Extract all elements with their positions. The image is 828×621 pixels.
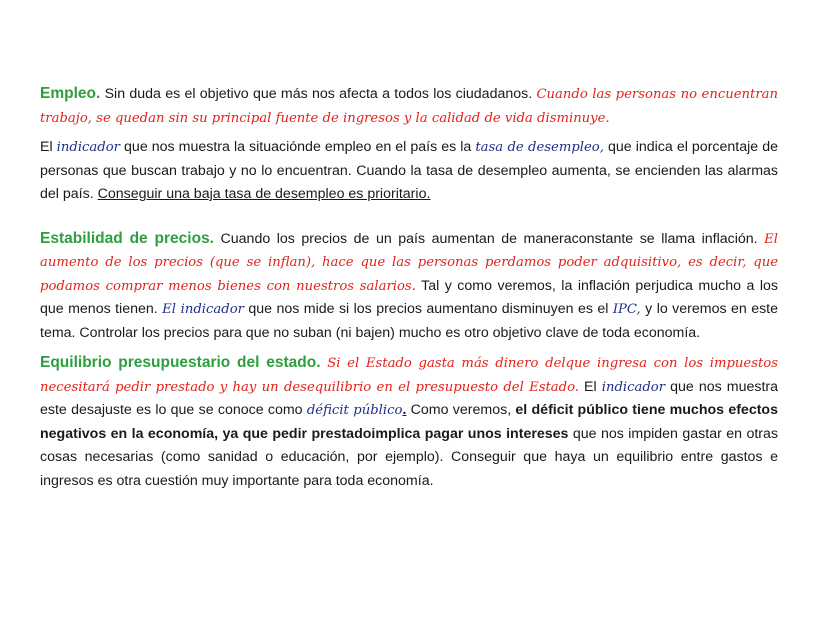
empleo-paragraph-2 xyxy=(40,136,778,207)
empleo-handwritten-note-3: tasa de desempleo, xyxy=(475,140,604,155)
empleo-text-4: que indica el porcentaje de personas que buscan trabajo y no lo encuentran. Cuando la tasa de desempleo aumenta, se encienden las alarmas del país. xyxy=(40,139,778,202)
estabilidad-text-2: Tal y como veremos, la inflación perjudica mucho a los que menos tienen. xyxy=(40,277,778,317)
equilibrio-heading: Equilibrio presupuestario del estado. xyxy=(40,354,321,371)
empleo-underlined-text: Conseguir una baja tasa de desempleo es prioritario. xyxy=(97,186,431,202)
empleo-heading: Empleo. xyxy=(40,85,101,102)
estabilidad-text-1: Cuando los precios de un país aumentan de maneraconstante se llama inflación. xyxy=(214,230,765,247)
equilibrio-bold-text: el déficit público tiene muchos efectos negativos en la economía, ya que pedir prestadoimplica pagar unos intereses xyxy=(40,402,778,442)
equilibrio-handwritten-note-1: Si el Estado gasta más dinero delque ingresa con los impuestos necesitará pedir prestado y hay un desequilibrio en el presupuesto del Estado. xyxy=(40,356,778,395)
equilibrio-text-4: que nos impiden gastar en otras cosas necesarias (como sanidad o educación, por ejemplo). Conseguir que haya un equilibrio entre gastos e ingresos es otra cuestión muy importante para toda economía. xyxy=(40,425,778,489)
empleo-paragraph-1 xyxy=(40,82,778,130)
estabilidad-heading: Estabilidad de precios. xyxy=(40,229,214,247)
empleo-text-2: El xyxy=(40,139,57,155)
empleo-handwritten-note-1: Cuando las personas no encuentran trabajo, se quedan sin su principal fuente de ingresos y la calidad de vida disminuye. xyxy=(40,87,778,126)
equilibrio-text-1: El xyxy=(579,378,602,395)
equilibrio-text-3: Como veremos, xyxy=(406,402,516,418)
estabilidad-handwritten-note-3: IPC, xyxy=(612,302,641,317)
empleo-text-1: Sin duda es el objetivo que más nos afecta a todos los ciudadanos. xyxy=(100,86,537,102)
estabilidad-paragraph xyxy=(40,227,778,346)
estabilidad-text-3: que nos mide si los precios aumentano disminuyen es el xyxy=(243,301,613,317)
empleo-handwritten-note-2: indicador xyxy=(56,140,120,155)
equilibrio-handwritten-note-2: indicador xyxy=(601,379,666,395)
equilibrio-paragraph xyxy=(40,351,778,493)
estabilidad-text-4: y lo veremos en este tema. Controlar los precios para que no suban (ni bajen) mucho es otro objetivo clave de toda economía. xyxy=(40,301,779,341)
estabilidad-handwritten-note-2: El indicador xyxy=(162,302,244,317)
equilibrio-underlined-dot: . xyxy=(402,402,407,418)
equilibrio-handwritten-note-3: déficit público xyxy=(306,403,403,418)
estabilidad-handwritten-note-1: El aumento de los precios (que se inflan), hace que las personas perdamos poder adquisitivo, es decir, que podamos comprar menos bienes con nuestros salarios. xyxy=(40,231,778,294)
equilibrio-text-2: que nos muestra este desajuste es lo que se conoce como xyxy=(40,378,779,418)
empleo-text-3: que nos muestra la situaciónde empleo en el país es la xyxy=(119,139,476,155)
